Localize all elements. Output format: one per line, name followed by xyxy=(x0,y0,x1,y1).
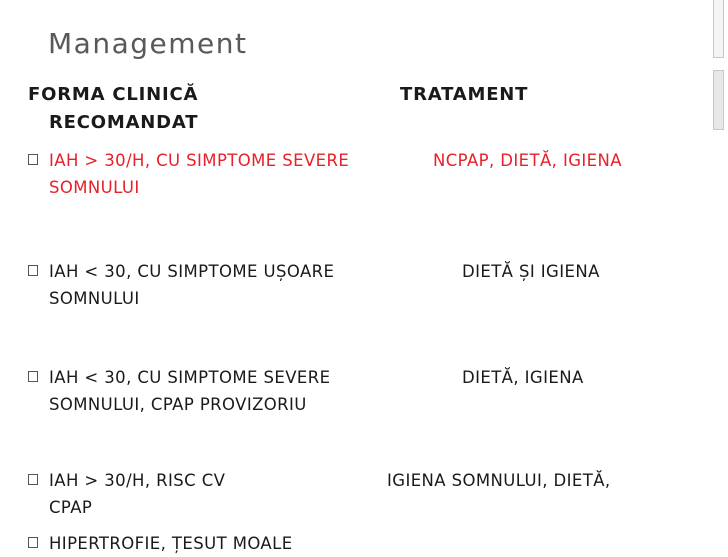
bullet-icon xyxy=(28,474,38,485)
bullet-icon xyxy=(28,537,38,548)
decorative-bar-middle xyxy=(713,70,724,130)
decorative-bar-top xyxy=(713,0,724,58)
bullet-icon xyxy=(28,154,38,165)
treatment: IGIENA SOMNULUI, DIETĂ, xyxy=(387,471,611,490)
list-item xyxy=(28,467,708,521)
treatment-continued: SOMNULUI xyxy=(49,289,140,308)
clinical-form: IAH < 30, CU SIMPTOME SEVERE xyxy=(49,368,331,387)
header-clinical-form: FORMA CLINICĂ xyxy=(28,84,199,105)
clinical-form: HIPERTROFIE, ȚESUT MOALE xyxy=(49,534,293,553)
list-item xyxy=(28,530,708,557)
clinical-form: IAH > 30/H, CU SIMPTOME SEVERE xyxy=(49,151,350,170)
bullet-icon xyxy=(28,371,38,382)
treatment: DIETĂ ȘI IGIENA xyxy=(462,262,600,281)
header-recommended: RECOMANDAT xyxy=(49,112,199,133)
clinical-form: IAH > 30/H, RISC CV xyxy=(49,471,226,490)
list-item xyxy=(28,258,708,312)
bullet-icon xyxy=(28,265,38,276)
list-item xyxy=(28,364,708,418)
treatment-continued: SOMNULUI, CPAP PROVIZORIU xyxy=(49,395,307,414)
treatment-continued: SOMNULUI xyxy=(49,178,140,197)
slide-title: Management xyxy=(48,27,248,60)
header-treatment: TRATAMENT xyxy=(400,84,529,105)
table-header xyxy=(28,81,688,137)
list-item xyxy=(28,147,708,201)
treatment-continued: CPAP xyxy=(49,498,93,517)
treatment: DIETĂ, IGIENA xyxy=(462,368,584,387)
clinical-form: IAH < 30, CU SIMPTOME UȘOARE xyxy=(49,262,335,281)
treatment: NCPAP, DIETĂ, IGIENA xyxy=(433,151,622,170)
